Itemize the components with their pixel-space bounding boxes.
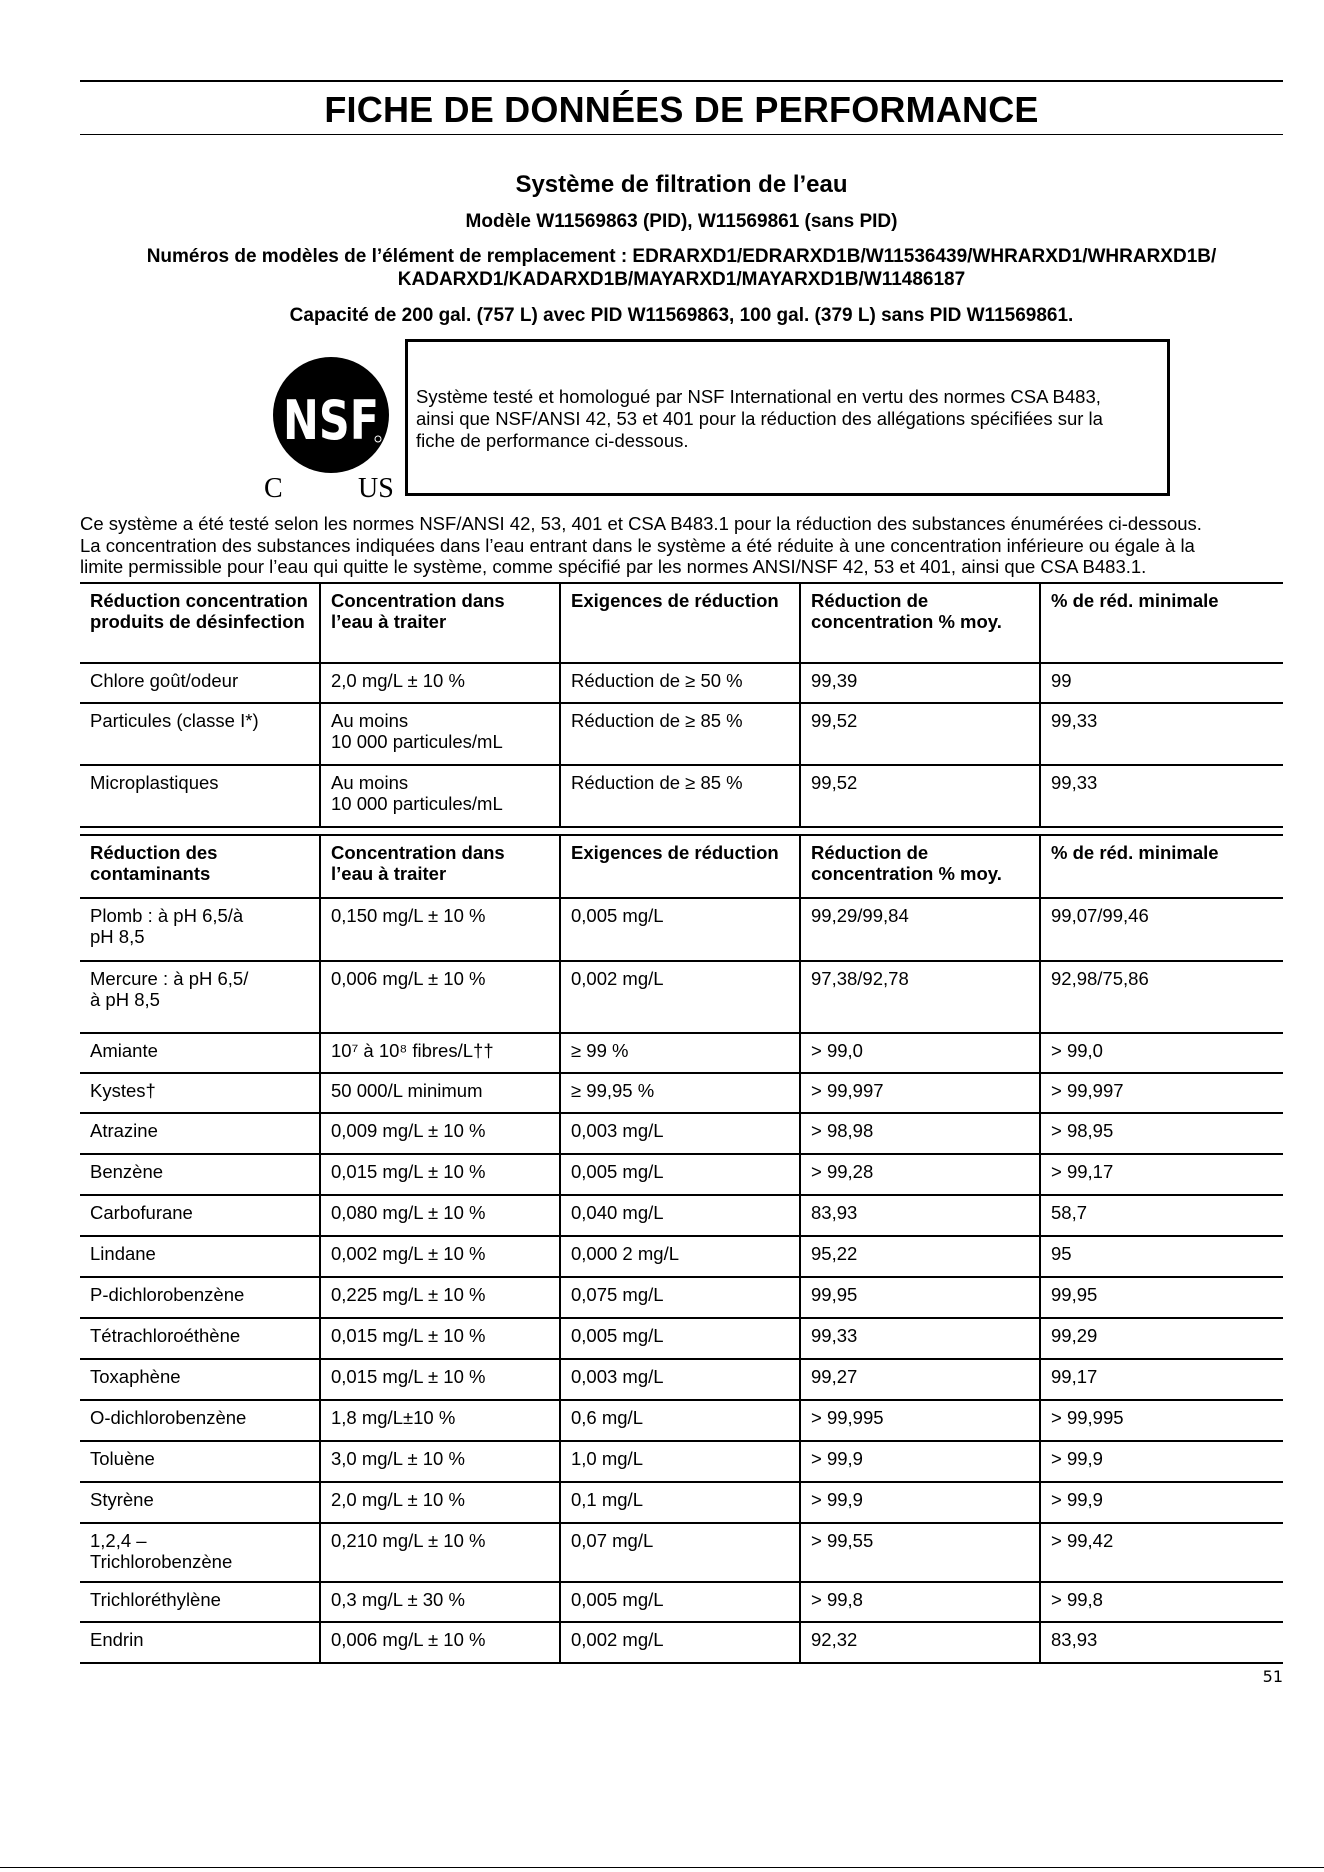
table-row [80,1236,1283,1277]
capacity-line: Capacité de 200 gal. (757 L) avec PID W11569863, 100 gal. (379 L) sans PID W11569861. [289,305,1074,326]
table-row [80,1033,1283,1073]
table-cell: Amiante [80,1033,320,1073]
contaminants-table [80,836,1283,1664]
model-line: Modèle W11569863 (PID), W11569861 (sans PID) [465,211,898,232]
table-cell: 0,3 mg/L ± 30 % [320,1582,560,1622]
table-cell: ≥ 99,95 % [560,1073,800,1113]
table-cell: 0,225 mg/L ± 10 % [320,1277,560,1318]
table-cell: 99,29 [1040,1318,1283,1359]
table-cell: 99,95 [1040,1277,1283,1318]
table-row [80,1195,1283,1236]
table-cell: 0,002 mg/L [560,961,800,1033]
table-cell: 58,7 [1040,1195,1283,1236]
table-cell: 0,005 mg/L [560,898,800,961]
nsf-logo-text: NSF [283,389,379,452]
table-cell: 3,0 mg/L ± 10 % [320,1441,560,1482]
title-rule-bottom [80,134,1283,135]
table-cell: 0,1 mg/L [560,1482,800,1523]
table-cell: > 99,9 [800,1441,1040,1482]
table-cell: > 99,9 [1040,1441,1283,1482]
table-cell: > 98,98 [800,1113,1040,1154]
table-header-row [80,583,1283,663]
table-row [80,1073,1283,1113]
table-cell: 2,0 mg/L ± 10 % [320,1482,560,1523]
intro-line-3: limite permissible pour l’eau qui quitte le système, comme spécifié par les normes ANSI/NSF 42, 53 et 401, ainsi que CSA B483.1. [80,556,1147,577]
table-cell: 97,38/92,78 [800,961,1040,1033]
table-cell: 99,33 [1040,703,1283,765]
table-cell: 0,080 mg/L ± 10 % [320,1195,560,1236]
table-cell: 0,003 mg/L [560,1359,800,1400]
table-header-cell: Concentration dans l’eau à traiter [320,836,560,898]
table-cell: Mercure : à pH 6,5/ à pH 8,5 [80,961,320,1033]
table-row [80,765,1283,827]
table-row [80,1154,1283,1195]
table-cell: > 99,8 [800,1582,1040,1622]
table-cell: > 99,0 [800,1033,1040,1073]
table-cell: Réduction de ≥ 50 % [560,663,800,703]
table-row [80,1582,1283,1622]
table-cell: > 99,997 [800,1073,1040,1113]
table-cell: Particules (classe I*) [80,703,320,765]
table-cell: 92,98/75,86 [1040,961,1283,1033]
table-cell: 99,39 [800,663,1040,703]
table-cell: > 99,9 [1040,1482,1283,1523]
system-title: Système de filtration de l’eau [515,171,848,198]
table-cell: Microplastiques [80,765,320,827]
table-cell: > 99,995 [1040,1400,1283,1441]
table-cell: O-dichlorobenzène [80,1400,320,1441]
table-cell: 0,009 mg/L ± 10 % [320,1113,560,1154]
table-header-cell: Réduction de concentration % moy. [800,583,1040,663]
table-cell: Endrin [80,1622,320,1663]
table-cell: Réduction de ≥ 85 % [560,765,800,827]
table-cell: 99,95 [800,1277,1040,1318]
table-cell: Plomb : à pH 6,5/à pH 8,5 [80,898,320,961]
table-cell: Toluène [80,1441,320,1482]
table-cell: 0,6 mg/L [560,1400,800,1441]
nsf-logo-c: C [264,473,283,503]
table-cell: 0,000 2 mg/L [560,1236,800,1277]
table-cell: 99 [1040,663,1283,703]
table-cell: 83,93 [1040,1622,1283,1663]
table-cell: 0,015 mg/L ± 10 % [320,1154,560,1195]
table-row [80,1277,1283,1318]
table-separator [80,828,1283,836]
replacement-line-2: KADARXD1/KADARXD1B/MAYARXD1/MAYARXD1B/W11486187 [397,269,966,290]
certification-box: Système testé et homologué par NSF International en vertu des normes CSA B483, ainsi que NSF/ANSI 42, 53 et 401 pour la réduction des allégations spécifiées sur la fiche de performance ci-dessous. [405,339,1170,496]
table-cell: 0,040 mg/L [560,1195,800,1236]
table-cell: 0,006 mg/L ± 10 % [320,1622,560,1663]
table-cell: > 99,17 [1040,1154,1283,1195]
intro-line-2: La concentration des substances indiquées dans l’eau entrant dans le système a été réduite à une concentration inférieure ou égale à la [80,534,1195,556]
table-cell: ≥ 99 % [560,1033,800,1073]
table-cell: Au moins 10 000 particules/mL [320,703,560,765]
table-row [80,898,1283,961]
table-row [80,1441,1283,1482]
table-row [80,1400,1283,1441]
table-cell: 0,075 mg/L [560,1277,800,1318]
table-cell: > 99,997 [1040,1073,1283,1113]
table-cell: 0,005 mg/L [560,1318,800,1359]
table-row [80,703,1283,765]
table-header-cell: Réduction des contaminants [80,836,320,898]
table-cell: Réduction de ≥ 85 % [560,703,800,765]
table-cell: 99,33 [1040,765,1283,827]
intro-line-1: Ce système a été testé selon les normes NSF/ANSI 42, 53, 401 et CSA B483.1 pour la réduction des substances énumérées ci-dessous. [80,513,1202,534]
table-cell: 0,006 mg/L ± 10 % [320,961,560,1033]
table-row [80,663,1283,703]
table-cell: > 99,8 [1040,1582,1283,1622]
replacement-line-1: Numéros de modèles de l’élément de remplacement : EDRARXD1/EDRARXD1B/W11536439/WHRARXD1/WHRARXD1B/ [146,246,1217,267]
table-cell: 1,0 mg/L [560,1441,800,1482]
table-row [80,1113,1283,1154]
page-title: FICHE DE DONNÉES DE PERFORMANCE [324,89,1039,130]
table-cell: 99,07/99,46 [1040,898,1283,961]
table-cell: 95,22 [800,1236,1040,1277]
table-cell: 50 000/L minimum [320,1073,560,1113]
table-cell: 99,29/99,84 [800,898,1040,961]
table-cell: 99,52 [800,703,1040,765]
table-cell: > 99,42 [1040,1523,1283,1582]
table-cell: > 99,995 [800,1400,1040,1441]
table-cell: 99,33 [800,1318,1040,1359]
table-cell: 99,52 [800,765,1040,827]
table-header-cell: Exigences de réduction [560,836,800,898]
page [80,80,1283,1664]
table-cell: 0,150 mg/L ± 10 % [320,898,560,961]
table-row [80,1523,1283,1582]
intro-paragraph [80,513,1283,578]
table-cell: > 99,55 [800,1523,1040,1582]
nsf-logo-icon [260,353,402,503]
table-cell: Toxaphène [80,1359,320,1400]
page-bottom-rule [0,1867,1324,1868]
table-cell: Benzène [80,1154,320,1195]
table-header-row [80,836,1283,898]
table-cell: 95 [1040,1236,1283,1277]
table-header-cell: Réduction de concentration % moy. [800,836,1040,898]
table-cell: > 98,95 [1040,1113,1283,1154]
table-cell: 1,8 mg/L±10 % [320,1400,560,1441]
table-row [80,1359,1283,1400]
table-cell: 0,005 mg/L [560,1154,800,1195]
table-cell: Au moins 10 000 particules/mL [320,765,560,827]
replacement-models [80,245,1283,291]
table-cell: Atrazine [80,1113,320,1154]
table-cell: Styrène [80,1482,320,1523]
table-cell: 0,015 mg/L ± 10 % [320,1318,560,1359]
table-cell: Carbofurane [80,1195,320,1236]
table-cell: 0,002 mg/L [560,1622,800,1663]
table-row [80,1482,1283,1523]
table-cell: 0,07 mg/L [560,1523,800,1582]
table-cell: 0,002 mg/L ± 10 % [320,1236,560,1277]
table-cell: 0,210 mg/L ± 10 % [320,1523,560,1582]
table-cell: Trichloréthylène [80,1582,320,1622]
table-cell: 99,27 [800,1359,1040,1400]
table-cell: > 99,0 [1040,1033,1283,1073]
table-cell: Lindane [80,1236,320,1277]
table-cell: 0,005 mg/L [560,1582,800,1622]
table-cell: > 99,28 [800,1154,1040,1195]
table-header-cell: Réduction concentration produits de désinfection [80,583,320,663]
table-header-cell: Exigences de réduction [560,583,800,663]
table-cell: Chlore goût/odeur [80,663,320,703]
table-row [80,1318,1283,1359]
table-cell: P-dichlorobenzène [80,1277,320,1318]
table-row [80,961,1283,1033]
table-cell: > 99,9 [800,1482,1040,1523]
nsf-logo-us: US [358,473,394,503]
page-number: 51 [1262,1667,1283,1686]
table-row [80,1622,1283,1663]
table-cell: 0,003 mg/L [560,1113,800,1154]
table-cell: 92,32 [800,1622,1040,1663]
table-header-cell: % de réd. minimale [1040,583,1283,663]
table-cell: 99,17 [1040,1359,1283,1400]
table-cell: Kystes† [80,1073,320,1113]
table-cell: 1,2,4 – Trichlorobenzène [80,1523,320,1582]
table-cell: Tétrachloroéthène [80,1318,320,1359]
table-header-cell: % de réd. minimale [1040,836,1283,898]
table-cell: 2,0 mg/L ± 10 % [320,663,560,703]
certification-area [80,339,1283,507]
table-cell: 83,93 [800,1195,1040,1236]
table-cell: 0,015 mg/L ± 10 % [320,1359,560,1400]
table-cell: 10⁷ à 10⁸ fibres/L†† [320,1033,560,1073]
disinfection-table [80,582,1283,828]
table-header-cell: Concentration dans l’eau à traiter [320,583,560,663]
